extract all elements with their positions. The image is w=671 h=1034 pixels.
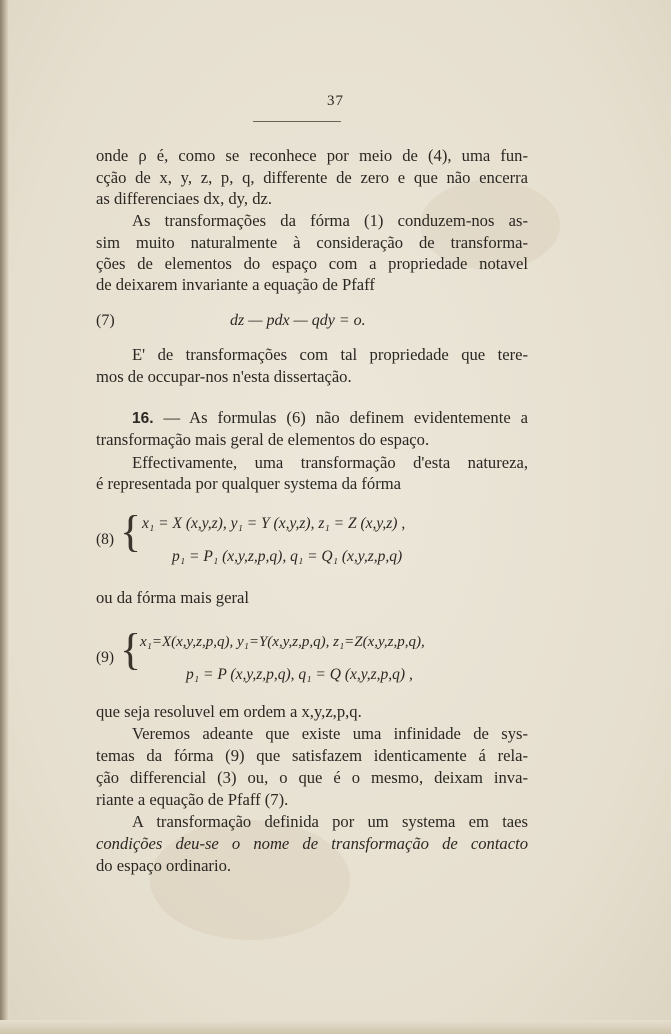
brace-symbol: { [120, 625, 142, 674]
text-line: onde ρ é, como se reconhece por meio de (4), uma fun- [96, 146, 528, 165]
text-line: condições deu-se o nome de transformação de contacto [96, 834, 528, 853]
text-line: temas da fórma (9) que satisfazem identicamente á rela- [96, 746, 528, 765]
page-bottom-edge [0, 1020, 671, 1034]
text-line: Effectivamente, uma transformação d'esta natureza, [132, 453, 528, 472]
text-line: sim muito naturalmente à consideração de transforma- [96, 233, 528, 252]
text-line: As transformações da fórma (1) conduzem-nos as- [132, 211, 528, 230]
equation-label: (9) [96, 649, 115, 666]
equation-label: (8) [96, 531, 115, 548]
page-number: 37 [327, 93, 344, 109]
brace-symbol: { [120, 507, 142, 556]
text-line: de deixarem invariante a equação de Pfaff [96, 275, 375, 294]
text-line: do espaço ordinario. [96, 856, 232, 875]
equation-8-row-1: x₁ = X (x,y,z), y₁ = Y (x,y,z), z₁ = Z (x,y,z) , [142, 515, 406, 532]
text-line: E' de transformações com tal propriedade que tere- [132, 345, 528, 364]
text-line: é representada por qualquer systema da fórma [96, 474, 402, 493]
text-line: que seja resoluvel em ordem a x,y,z,p,q. [96, 702, 362, 721]
text-span: — As formulas (6) não definem evidentemente a [153, 408, 528, 427]
equation-8-row-2: p₁ = P₁ (x,y,z,p,q), q₁ = Q₁ (x,y,z,p,q) [172, 548, 403, 565]
section-number: 16. [132, 410, 154, 427]
text-line: ções de elementos do espaço com a propriedade notavel [96, 254, 528, 273]
text-line: Veremos adeante que existe uma infinidade de sys- [132, 724, 528, 743]
equation-9-row-2: p₁ = P (x,y,z,p,q), q₁ = Q (x,y,z,p,q) , [186, 666, 413, 683]
text-line: transformação mais geral de elementos do espaço. [96, 430, 430, 449]
text-line: A transformação definida por um systema em taes [132, 812, 528, 831]
equation-7: dz — pdx — qdy = o. [230, 312, 366, 329]
equation-9-row-1: x₁=X(x,y,z,p,q), y₁=Y(x,y,z,p,q), z₁=Z(x,y,z,p,q), [140, 634, 425, 650]
header-rule [253, 121, 341, 122]
text-line: ção differencial (3) ou, o que é o mesmo, deixam inva- [96, 768, 528, 787]
text-line: cção de x, y, z, p, q, differente de zero e que não encerra [96, 168, 528, 187]
page-binding-edge [0, 0, 9, 1034]
text-line: as differenciaes dx, dy, dz. [96, 189, 273, 208]
text-line: ou da fórma mais geral [96, 588, 249, 607]
section-16-line [96, 408, 528, 429]
text-line: riante a equação de Pfaff (7). [96, 790, 289, 809]
equation-label: (7) [96, 312, 115, 329]
text-line: mos de occupar-nos n'esta dissertação. [96, 367, 352, 386]
